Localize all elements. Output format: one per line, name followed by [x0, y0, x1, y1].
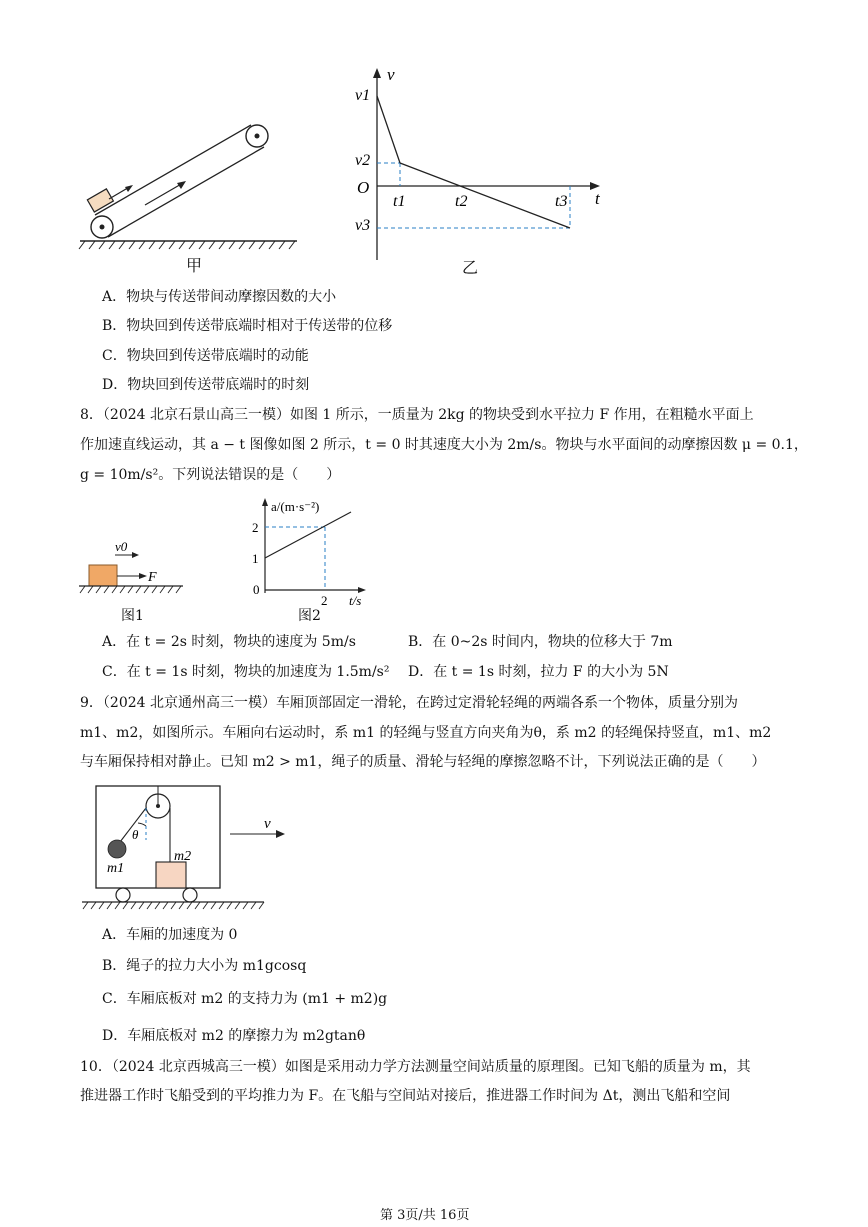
q7-option-c: C．物块回到传送带底端时的动能 — [102, 348, 309, 364]
q9-stem-line1: 9．（2024 北京通州高三一模）车厢顶部固定一滑轮，在跨过定滑轮轻绳的两端各系一个物体，质量分别为 — [80, 695, 738, 711]
q9-v-label: v — [264, 816, 271, 832]
fig2-ylabel: a/(m·s⁻²) — [271, 499, 320, 514]
q9-carriage-figure — [78, 782, 293, 914]
fig2-ytick-0: 0 — [253, 582, 260, 597]
q8-option-b: B．在 0~2s 时间内，物块的位移大于 7m — [408, 634, 673, 650]
q10-stem-line2: 推进器工作时飞船受到的平均推力为 F。在飞船与空间站对接后，推进器工作时间为 Δt，测出飞船和空间 — [80, 1088, 731, 1104]
q9-option-b: B．绳子的拉力大小为 m1gcosq — [102, 958, 307, 974]
q8-stem-line2: 作加速直线运动，其 a − t 图像如图 2 所示，t = 0 时其速度大小为 2m/s。物块与水平面间的动摩擦因数 μ = 0.1， — [80, 437, 808, 453]
q8-stem-line3: g = 10m/s²。下列说法错误的是（ ） — [80, 467, 341, 483]
q8-option-c: C．在 t = 1s 时刻，物块的加速度为 1.5m/s² — [102, 664, 390, 680]
vt-t2-label: t2 — [455, 193, 468, 210]
vt-v3-label: v3 — [355, 217, 371, 234]
vt-v1-label: v1 — [355, 87, 371, 104]
q9-m2-label: m2 — [174, 849, 192, 864]
vt-v2-label: v2 — [355, 152, 371, 169]
fig2-ytick-1: 1 — [252, 551, 259, 566]
vt-axis-t-label: t — [595, 189, 600, 208]
fig1-F-label: F — [148, 570, 157, 585]
q8-figure-1 — [75, 535, 190, 605]
fig2-ytick-2: 2 — [252, 520, 259, 535]
fig1-v0-label: v0 — [115, 539, 128, 554]
q7-option-b: B．物块回到传送带底端时相对于传送带的位移 — [102, 318, 393, 334]
q9-option-c: C．车厢底板对 m2 的支持力为 (m1 + m2)g — [102, 991, 388, 1007]
figure-yi-caption: 乙 — [462, 258, 479, 277]
q7-option-a: A．物块与传送带间动摩擦因数的大小 — [102, 289, 337, 305]
q7-option-d: D．物块回到传送带底端时的时刻 — [102, 377, 310, 393]
vt-axis-v-label: v — [387, 65, 395, 84]
q8-figure-2 — [245, 493, 380, 608]
q9-m1-label: m1 — [107, 861, 125, 876]
conveyor-figure — [75, 115, 310, 275]
q10-stem-line1: 10．（2024 北京西城高三一模）如图是采用动力学方法测量空间站质量的原理图。已知飞船的质量为 m，其 — [80, 1059, 751, 1075]
q8-fig2-caption: 图2 — [298, 608, 321, 624]
q8-stem-line1: 8．（2024 北京石景山高三一模）如图 1 所示，一质量为 2kg 的物块受到水平拉力 F 作用，在粗糙水平面上 — [80, 407, 754, 423]
q9-option-a: A．车厢的加速度为 0 — [102, 927, 238, 943]
vt-graph — [345, 62, 615, 267]
vt-t3-label: t3 — [555, 193, 568, 210]
fig2-xtick-2: 2 — [321, 593, 328, 608]
q8-option-a: A．在 t = 2s 时刻，物块的速度为 5m/s — [102, 634, 356, 650]
figure-jia-caption: 甲 — [186, 256, 203, 275]
q9-stem-line2: m1、m2，如图所示。车厢向右运动时，系 m1 的轻绳与竖直方向夹角为θ，系 m2 的轻绳保持竖直，m1、m2 — [80, 725, 772, 741]
q8-fig1-caption: 图1 — [121, 608, 144, 624]
page-footer: 第 3页/共 16页 — [380, 1208, 470, 1223]
q9-stem-line3: 与车厢保持相对静止。已知 m2 > m1，绳子的质量、滑轮与轻绳的摩擦忽略不计，下列说法正确的是（ ） — [80, 754, 766, 770]
fig2-xlabel: t/s — [349, 593, 362, 608]
q9-theta-label: θ — [132, 827, 139, 842]
vt-t1-label: t1 — [393, 193, 406, 210]
vt-origin-label: O — [357, 178, 370, 197]
q9-option-d: D．车厢底板对 m2 的摩擦力为 m2gtanθ — [102, 1028, 366, 1044]
q8-option-d: D．在 t = 1s 时刻，拉力 F 的大小为 5N — [408, 664, 669, 680]
